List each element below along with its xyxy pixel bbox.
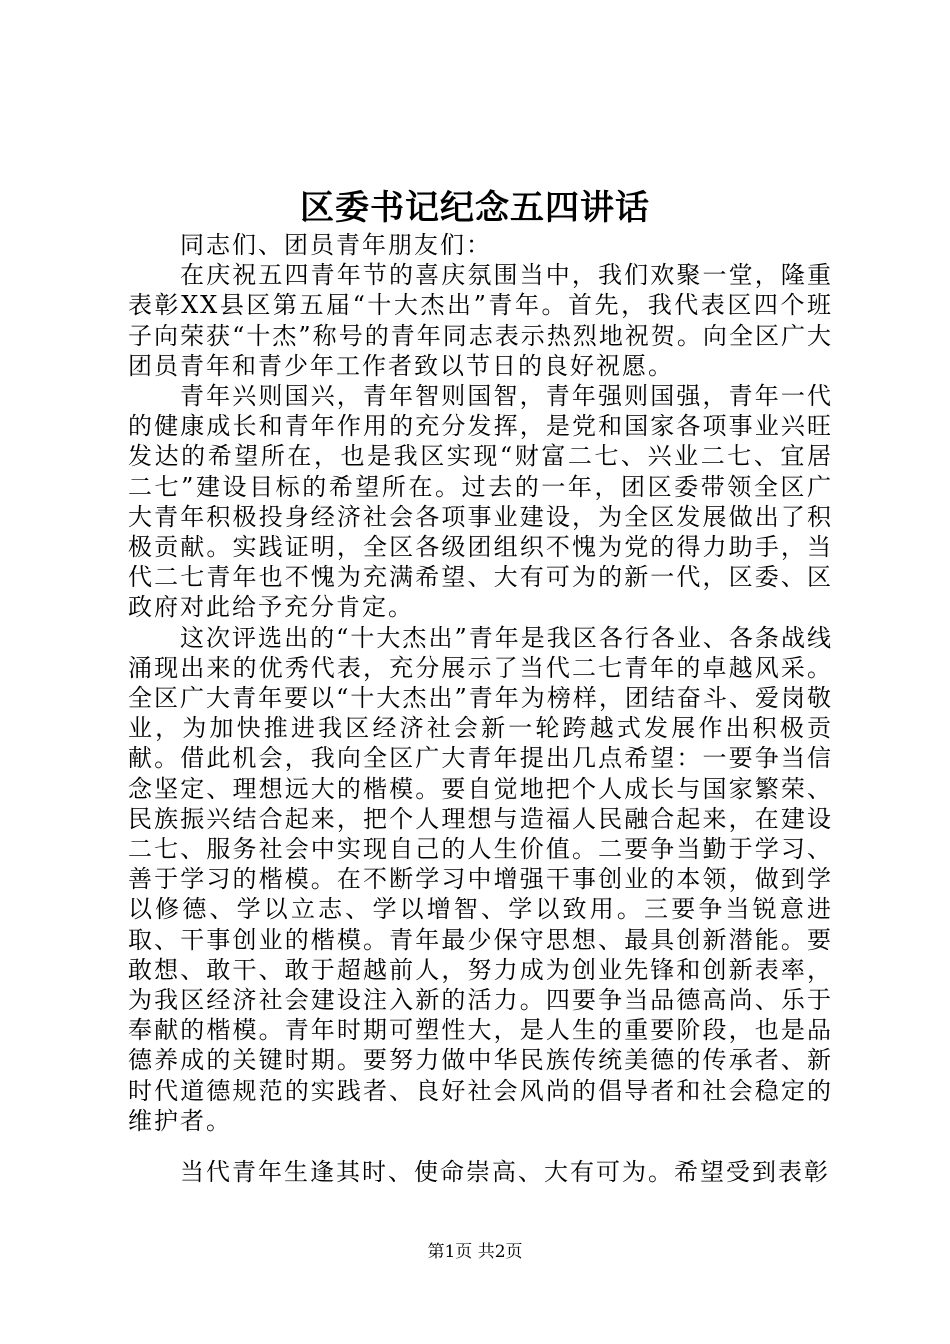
paragraph-3: 这次评选出的“十大杰出”青年是我区各行各业、各条战线涌现出来的优秀代表，充分展示了当代二七青年的卓越风采。全区广大青年要以“十大杰出”青年为榜样，团结奋斗、爱岗敬业，为加快推进我区经济社会新一轮跨越式发展作出积极贡献。借此机会，我向全区广大青年提出几点希望：一要争当信念坚定、理想远大的楷模。要自觉地把个人成长与国家繁荣、民族振兴结合起来，把个人理想与造福人民融合起来，在建设二七、服务社会中实现自己的人生价值。二要争当勤于学习、善于学习的楷模。在不断学习中增强干事创业的本领，做到学以修德、学以立志、学以增智、学以致用。三要争当锐意进取、干事创业的楷模。青年最少保守思想、最具创新潜能。要敢想、敢干、敢于超越前人，努力成为创业先锋和创新表率，为我区经济社会建设注入新的活力。四要争当品德高尚、乐于奉献的楷模。青年时期可塑性大，是人生的重要阶段，也是品德养成的关键时期。要努力做中华民族传统美德的传承者、新时代道德规范的实践者、良好社会风尚的倡导者和社会稳定的维护者。	[128, 623, 833, 1135]
document-title: 区委书记纪念五四讲话	[300, 188, 650, 228]
document-body	[128, 230, 833, 1187]
page-indicator: 第1页 共2页	[427, 1242, 523, 1262]
salutation: 同志们、团员青年朋友们：	[180, 231, 492, 259]
paragraph-1: 在庆祝五四青年节的喜庆氛围当中，我们欢聚一堂，隆重表彰XX县区第五届“十大杰出”青年。首先，我代表区四个班子向荣获“十杰”称号的青年同志表示热烈地祝贺。向全区广大团员青年和青少年工作者致以节日的良好祝愿。	[128, 261, 833, 380]
paragraph-2: 青年兴则国兴，青年智则国智，青年强则国强，青年一代的健康成长和青年作用的充分发挥，是党和国家各项事业兴旺发达的希望所在，也是我区实现“财富二七、兴业二七、宜居二七”建设目标的希望所在。过去的一年，团区委带领全区广大青年积极投身经济社会各项事业建设，为全区发展做出了积极贡献。实践证明，全区各级团组织不愧为党的得力助手，当代二七青年也不愧为充满希望、大有可为的新一代，区委、区政府对此给予充分肯定。	[128, 382, 833, 622]
paragraph-gap	[128, 1136, 833, 1157]
paragraph-4: 当代青年生逢其时、使命崇高、大有可为。希望受到表彰	[180, 1158, 830, 1187]
